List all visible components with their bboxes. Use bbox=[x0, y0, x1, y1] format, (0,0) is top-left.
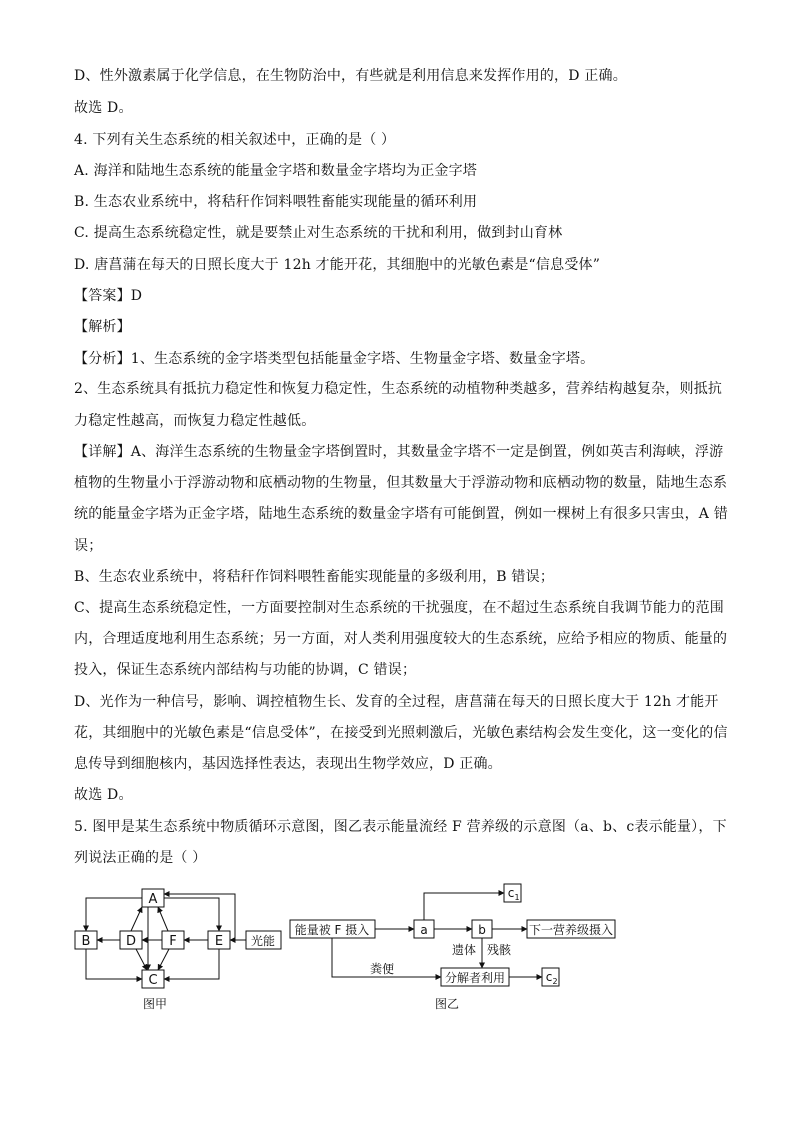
a-label: a bbox=[420, 923, 428, 937]
text-line: 故选 D。 bbox=[74, 100, 133, 116]
question-4-stem: 4. 下列有关生态系统的相关叙述中，正确的是（ ） bbox=[74, 132, 396, 148]
intake-label: 能量被 F 摄入 bbox=[294, 923, 370, 937]
answer-label: 【答案】D bbox=[74, 288, 143, 304]
residue-label: 残骸 bbox=[486, 943, 512, 957]
figure-yi-diagram bbox=[285, 880, 625, 1015]
text-line: 统的能量金字塔为正金字塔，陆地生态系统的数量金字塔有可能倒置，例如一棵树上有很多只害虫，A 错 bbox=[74, 506, 728, 522]
text-line: B、生态农业系统中，将秸秆作饲料喂牲畜能实现能量的多级利用，B 错误； bbox=[74, 569, 555, 585]
next-level-label: 下一营养级摄入 bbox=[528, 923, 614, 937]
arrow-e-to-c bbox=[164, 949, 219, 979]
b-label: b bbox=[478, 923, 486, 937]
text-line: 花，其细胞中的光敏色素是“信息受体”，在接受到光照刺激后，光敏色素结构会发生变化，这一变化的信 bbox=[74, 725, 728, 741]
arrow-b-to-c bbox=[86, 949, 142, 979]
feces-label: 粪便 bbox=[369, 962, 395, 976]
analysis-label: 【解析】 bbox=[74, 319, 131, 335]
text-line: 【详解】A、海洋生态系统的生物量金字塔倒置时，其数量金字塔不一定是倒置，例如英吉利海峡，浮游 bbox=[74, 444, 724, 460]
node-c-label: C bbox=[148, 973, 158, 988]
c1-subscript: 1 bbox=[514, 893, 520, 902]
arrow-f-to-a bbox=[158, 907, 168, 931]
remains-label: 遗体 bbox=[451, 943, 477, 957]
question-5-stem: 列说法正确的是（ ） bbox=[74, 850, 207, 866]
text-line: 力稳定性越高，而恢复力稳定性越低。 bbox=[74, 413, 316, 429]
option-d: D. 唐菖蒲在每天的日照长度大于 12h 才能开花，其细胞中的光敏色素是“信息受体” bbox=[74, 257, 601, 273]
node-b-label: B bbox=[81, 934, 91, 949]
option-b: B. 生态农业系统中，将秸秆作饲料喂牲畜能实现能量的循环利用 bbox=[74, 194, 478, 210]
c2-label: c bbox=[545, 970, 553, 984]
arrow-d-to-a bbox=[131, 907, 142, 931]
node-f-label: F bbox=[169, 934, 177, 949]
arrow-a-to-c1 bbox=[424, 893, 504, 920]
node-a-label: A bbox=[148, 892, 158, 907]
arrow-f-to-c bbox=[158, 949, 169, 970]
option-a: A. 海洋和陆地生态系统的能量金字塔和数量金字塔均为正金字塔 bbox=[74, 163, 478, 179]
text-line: 故选 D。 bbox=[74, 787, 133, 803]
text-line: D、性外激素属于化学信息，在生物防治中，有些就是利用信息来发挥作用的，D 正确。 bbox=[74, 68, 627, 84]
text-line: 内，合理适度地利用生态系统；另一方面，对人类利用强度较大的生态系统，应给予相应的物质、能量的 bbox=[74, 631, 728, 647]
arrow-a-to-e bbox=[164, 898, 219, 931]
figure-yi-caption: 图乙 bbox=[434, 997, 460, 1011]
text-line: C、提高生态系统稳定性，一方面要控制对生态系统的干扰强度，在不超过生态系统自我调节能力的范围 bbox=[74, 600, 724, 616]
figure-jia-diagram bbox=[70, 880, 290, 1015]
text-line: D、光作为一种信号，影响、调控植物生长、发育的全过程，唐菖蒲在每天的日照长度大于 12h 才能开 bbox=[74, 694, 719, 710]
text-line: 植物的生物量小于浮游动物和底栖动物的生物量，但其数量大于浮游动物和底栖动物的数量，陆地生态系 bbox=[74, 475, 728, 491]
decomposer-label: 分解者利用 bbox=[444, 971, 506, 985]
option-c: C. 提高生态系统稳定性，就是要禁止对生态系统的干扰和利用，做到封山育林 bbox=[74, 225, 563, 241]
text-line: 【分析】1、生态系统的金字塔类型包括能量金字塔、生物量金字塔、数量金字塔。 bbox=[74, 351, 595, 367]
c2-subscript: 2 bbox=[552, 977, 558, 986]
text-line: 2、生态系统具有抵抗力稳定性和恢复力稳定性，生态系统的动植物种类越多，营养结构越复杂，则抵抗 bbox=[74, 381, 723, 397]
question-5-stem: 5. 图甲是某生态系统中物质循环示意图，图乙表示能量流经 F 营养级的示意图（a、b、c表示能量），下 bbox=[74, 819, 727, 835]
light-label: 光能 bbox=[250, 934, 276, 948]
node-e-label: E bbox=[214, 934, 224, 949]
text-line: 投入，保证生态系统内部结构与功能的协调，C 错误； bbox=[74, 662, 417, 678]
text-line: 息传导到细胞核内，基因选择性表达，表现出生物学效应，D 正确。 bbox=[74, 756, 502, 772]
text-line: 误； bbox=[74, 538, 103, 554]
arrow-d-to-c bbox=[136, 949, 147, 970]
c1-label: c bbox=[507, 886, 515, 900]
node-d-label: D bbox=[125, 934, 137, 949]
figure-jia-caption: 图甲 bbox=[142, 997, 168, 1011]
